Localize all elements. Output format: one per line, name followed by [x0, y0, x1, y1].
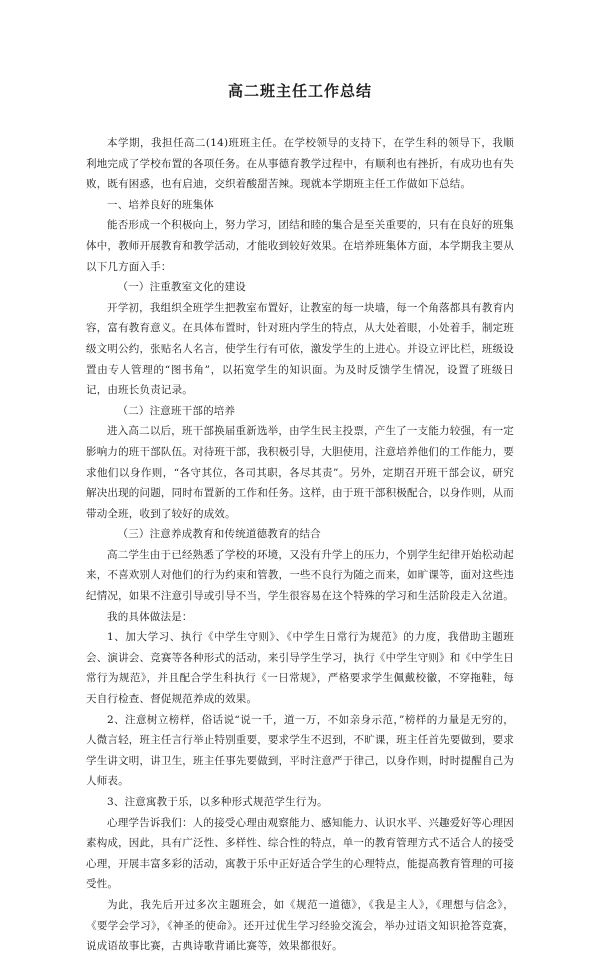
section-heading-1: 一、培养良好的班集体: [107, 198, 214, 211]
method-intro: 我的具体做法是：: [107, 610, 193, 623]
method-item-2: 2、注意树立榜样，俗话说“说一千，道一万，不如亲身示范，”榜样的力量是无穷的，人微言轻，班主任言行举止特别重要，要求学生不迟到，不旷课，班主任首先要做到，要求学生讲文明，讲卫生，班主任事先要做到，平时注意严于律己，以身作则，时时提醒自己为人师表。: [86, 713, 514, 788]
method-item-3: 3、注意寓教于乐，以多种形式规范学生行为。: [107, 796, 328, 808]
document-title: 高二班主任工作总结: [227, 82, 372, 100]
activities-paragraph: 为此，我先后开过多次主题班会，如《规范一道德》，《我是主人》，《理想与信念》，《要学会学习》，《神圣的使命》。还开过优生学习经验交流会，举办过语文知识抢答竞赛，说成语故事比赛，古典诗歌背诵比赛等，效果都很好。: [86, 898, 514, 953]
document-body: [86, 133, 514, 957]
subsection-paragraph: 开学初，我组织全班学生把教室布置好，让教室的每一块墙，每一个角落都具有教育内容，富有教育意义。在具体布置时，针对班内学生的特点，从大处着眼，小处着手，制定班级文明公约，张贴名人名言，使学生行有可依，激发学生的上进心。并设立评比栏，班级设置由专人管理的“图书角”，以拓宽学生的知识面。为及时反馈学生情况，设置了班级日记，由班长负责记录。: [86, 301, 514, 397]
psychology-paragraph: 心理学告诉我们：人的接受心理由观察能力、感知能力、认识水平、兴趣爱好等心理因素构成，因此，具有广泛性、多样性、综合性的特点，单一的教育管理方式不适合人的接受心理，开展丰富多彩的活动，寓教于乐中正好适合学生的心理特点，能提高教育管理的可接受性。: [86, 816, 514, 891]
subsection-paragraph: 进入高二以后，班干部换届重新选举，由学生民主投票，产生了一支能力较强，有一定影响力的班干部队伍。对待班干部，我积极引导，大胆使用，注意培养他们的工作能力，要求他们以身作则，“各守其位，各司其职，各尽其责”。另外，定期召开班干部会议，研究解决出现的问题，同时布置新的工作和任务。这样，由于班干部积极配合，以身作则，从而带动全班，收到了较好的成效。: [86, 425, 514, 520]
intro-paragraph: 本学期，我担任高二(14)班班主任。在学校领导的支持下，在学生科的领导下，我顺利地完成了学校布置的各项任务。在从事德育教学过程中，有顺利也有挫折，有成功也有失败，既有困惑，也有启迪，交织着酸甜苦辣。现就本学期班主任工作做如下总结。: [86, 137, 514, 191]
subsection-heading-3: （三）注意养成教育和传统道德教育的结合: [117, 528, 321, 541]
subsection-paragraph: 高二学生由于已经熟悉了学校的环境，又没有升学上的压力，个别学生纪律开始松动起来，不喜欢别人对他们的行为约束和管教，一些不良行为随之而来，如旷课等，面对这些违纪情况，如果不注意引导或引导不当，学生很容易在这个特殊的学习和生活阶段走入岔道。: [86, 548, 514, 603]
section-paragraph: 能否形成一个积极向上，努力学习，团结和睦的集合是至关重要的，只有在良好的班集体中，教师开展教育和教学活动，才能收到较好效果。在培养班集体方面，本学期我主要从以下几方面入手：: [86, 219, 514, 273]
method-item-1: 1、加大学习、执行《中学生守则》、《中学生日常行为规范》的力度，我借助主题班会、演讲会、竞赛等各种形式的活动，来引导学生学习，执行《中学生守则》和《中学生日常行为规范》，并且配合学生科执行《一日常规》，严格要求学生佩戴校徽，不穿拖鞋，每天自行检查、督促规范养成的效果。: [86, 631, 514, 706]
subsection-heading-1: （一）注重教室文化的建设: [117, 281, 246, 294]
subsection-heading-2: （二）注意班干部的培养: [117, 404, 236, 417]
